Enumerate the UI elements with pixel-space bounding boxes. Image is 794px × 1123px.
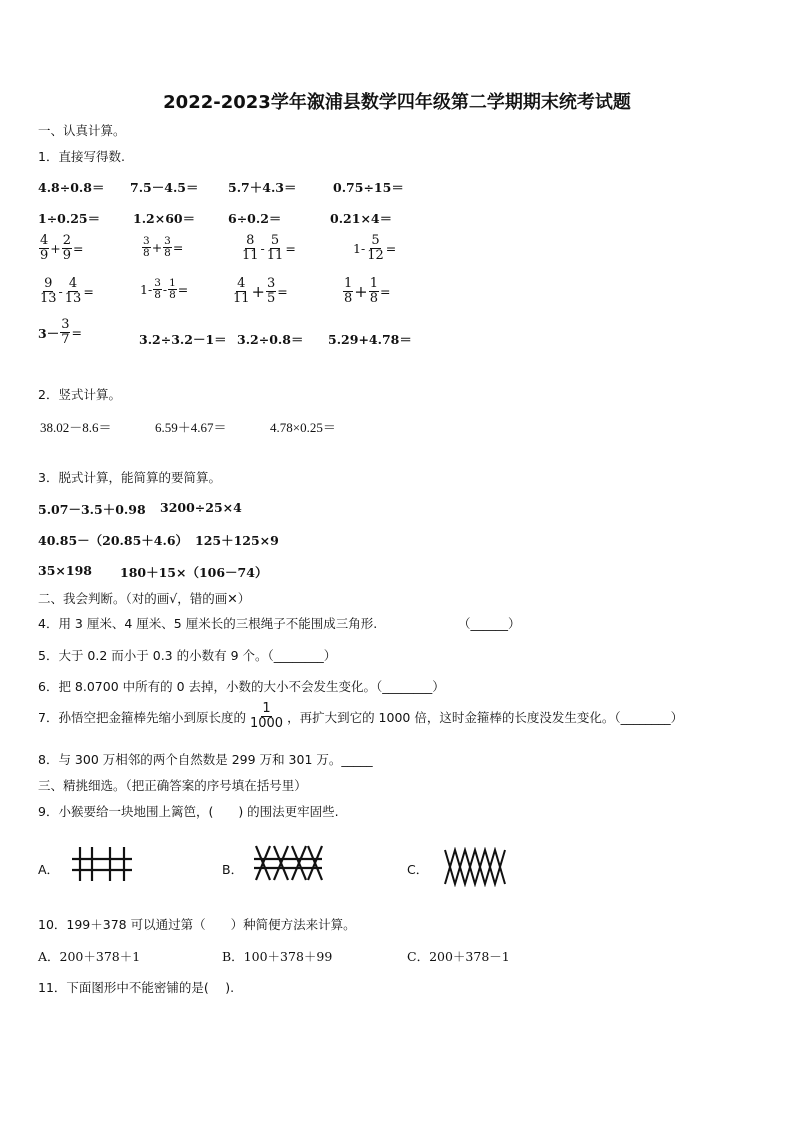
fraction-expression: $\frac{1}{8}$ + $\frac{1}{8}$ = xyxy=(344,276,391,306)
calc-item: 6÷0.2＝ xyxy=(228,211,282,226)
section-1-heading: 一、认真计算。 xyxy=(38,123,126,138)
choice-question-9: 9．小猴要给一块地围上篱笆，( ) 的围法更牢固些. xyxy=(38,804,339,819)
vertical-calc-item: 6.59＋4.67＝ xyxy=(155,420,227,435)
calc-item: 1÷0.25＝ xyxy=(38,211,101,226)
fraction-expression: $\frac{4}{9}$ + $\frac{2}{9}$ = xyxy=(40,233,84,263)
calc-item: 1.2×60＝ xyxy=(133,211,196,226)
option-c-label: C． xyxy=(407,862,429,877)
calc-item: 3.2÷0.8＝ xyxy=(237,332,304,347)
calc-item: 7.5－4.5＝ xyxy=(130,180,199,195)
vertical-calc-item: 4.78×0.25＝ xyxy=(270,420,336,435)
option-a: A．200＋378＋1 xyxy=(38,949,141,964)
calc-item: 0.21×4＝ xyxy=(330,211,393,226)
option-b: B．100＋378＋99 xyxy=(222,949,333,964)
calc-item: 5.29+4.78＝ xyxy=(328,332,412,347)
answer-blank-4[interactable]: （______） xyxy=(458,616,521,631)
fence-zigzag-figure xyxy=(443,847,509,887)
option-a-label: A． xyxy=(38,862,60,877)
calc-item: 3.2÷3.2－1＝ xyxy=(139,332,227,347)
vertical-calc-item: 38.02－8.6＝ xyxy=(40,420,112,435)
section-3-heading: 三、精挑细选。（把正确答案的序号填在括号里） xyxy=(38,778,307,793)
fraction-expression: $\frac{3}{8}$ + $\frac{3}{8}$ = xyxy=(143,235,184,259)
section-2-heading: 二、我会判断。（对的画√，错的画✕） xyxy=(38,591,251,606)
judge-question-8: 8．与 300 万相邻的两个自然数是 299 万和 301 万。_____ xyxy=(38,752,373,767)
step-calc-item: 3200÷25×4 xyxy=(160,500,242,515)
page-title: 2022-2023学年溆浦县数学四年级第二学期期末统考试题 xyxy=(163,92,631,113)
judge-question-7: 7．孙悟空把金箍棒先缩小到原长度的 $\frac{1}{1000}$ ，再扩大到它的 1000 倍，这时金箍棒的长度没发生变化。（________） xyxy=(38,701,684,731)
step-calc-item: 40.85－（20.85＋4.6） xyxy=(38,533,189,548)
question-3-label: 3．脱式计算，能简算的要简算。 xyxy=(38,470,221,485)
step-calc-item: 180＋15×（106－74） xyxy=(120,565,268,580)
choice-question-10: 10．199＋378 可以通过第（ ）种简便方法来计算。 xyxy=(38,917,356,932)
question-1-label: 1．直接写得数. xyxy=(38,149,125,164)
question-2-label: 2．竖式计算。 xyxy=(38,387,121,402)
fraction-expression: $\frac{9}{13}$ - $\frac{4}{13}$ = xyxy=(40,276,94,306)
judge-question-6: 6．把 8.0700 中所有的 0 去掉，小数的大小不会发生变化。（________） xyxy=(38,679,445,694)
calc-item: 4.8÷0.8＝ xyxy=(38,180,105,195)
fraction-expression: 3－ $\frac{3}{7}$ = xyxy=(38,317,82,347)
step-calc-item: 125＋125×9 xyxy=(195,533,279,548)
option-c: C．200＋378－1 xyxy=(407,949,510,964)
choice-question-11: 11．下面图形中不能密铺的是( ). xyxy=(38,980,235,995)
fence-grid-figure xyxy=(70,845,134,883)
fraction-expression: $\frac{8}{11}$ - $\frac{5}{11}$ = xyxy=(242,233,296,263)
calc-item: 0.75÷15＝ xyxy=(333,180,404,195)
fraction-expression: 1- $\frac{3}{8}$ - $\frac{1}{8}$ = xyxy=(140,277,189,301)
step-calc-item: 35×198 xyxy=(38,563,92,578)
calc-item: 5.7＋4.3＝ xyxy=(228,180,297,195)
fraction-expression: $\frac{4}{11}$ + $\frac{3}{5}$ = xyxy=(233,276,288,306)
step-calc-item: 5.07－3.5＋0.98 xyxy=(38,502,146,517)
judge-question-4: 4．用 3 厘米、4 厘米、5 厘米长的三根绳子不能围成三角形. xyxy=(38,616,378,631)
fraction-expression: 1- $\frac{5}{12}$ = xyxy=(353,233,397,263)
option-b-label: B． xyxy=(222,862,244,877)
judge-question-5: 5．大于 0.2 而小于 0.3 的小数有 9 个。（________） xyxy=(38,648,337,663)
fence-cross-figure xyxy=(252,843,324,883)
